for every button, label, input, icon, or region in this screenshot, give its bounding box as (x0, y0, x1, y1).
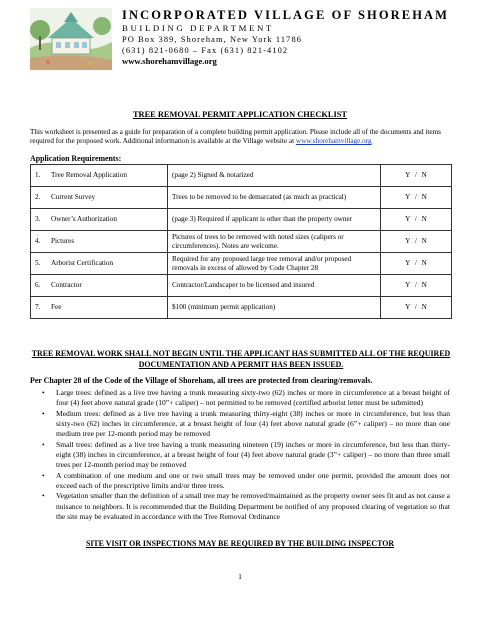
requirement-description: $100 (minimum permit application) (168, 297, 381, 319)
yes-no-checkbox[interactable]: Y / N (381, 231, 452, 253)
list-item-text: Vegetation smaller than the definition of a small tree may be removed/maintained as the property owner sees fit and as not cause a nuisance to neighbors. It is recommended that the Building Department be notified of any proposed clearing of vegetation so that the site may be evaluated in accordance with the Tree Removal Ordinance (56, 491, 450, 522)
bullet-icon: • (42, 408, 45, 418)
bullet-icon: • (42, 439, 45, 449)
requirement-item: Pictures (51, 237, 75, 246)
requirement-item: Arborist Certification (51, 259, 114, 268)
requirements-table (30, 164, 452, 319)
requirement-item-cell (31, 275, 168, 297)
requirements-heading: Application Requirements: (30, 154, 122, 163)
requirement-number: 2. (35, 193, 41, 202)
requirement-row (31, 275, 452, 297)
requirement-item: Contractor (51, 281, 82, 290)
requirement-row (31, 187, 452, 209)
yes-no-checkbox[interactable]: Y / N (381, 275, 452, 297)
list-item-text: Medium trees: defined as a live tree having a trunk measuring thirty-eight (38) inches or more in circumference, but less than sixty-two (62) inches in circumference, at a breast height of four (4) feet above natural grade (6”+ caliper) – no more than one medium tree per 12-month period may be removed (56, 408, 450, 439)
requirement-description: Pictures of trees to be removed with noted sizes (calipers or circumferences). Notes are welcome. (168, 231, 381, 253)
page-number: 1 (238, 572, 242, 581)
list-item-text: A combination of one medium and one or two small trees may be removed under one permit, provided the amount does not exceed each of the prescriptive limits and/or three trees. (56, 470, 450, 491)
requirement-description: Trees to be removed to be demarcated (as much as practical) (168, 187, 381, 209)
yes-no-checkbox[interactable]: Y / N (381, 253, 452, 275)
requirement-number: 1. (35, 171, 41, 180)
letterhead (122, 8, 467, 67)
requirement-description: Contractor/Landscaper to be licensed and insured (168, 275, 381, 297)
list-item (30, 440, 450, 471)
requirement-item-cell (31, 209, 168, 231)
village-hall-logo (30, 8, 112, 70)
bullet-icon: • (42, 388, 45, 397)
yes-no-checkbox[interactable]: Y / N (381, 165, 452, 187)
organization-name: INCORPORATED VILLAGE OF SHOREHAM (122, 8, 450, 22)
requirement-item: Tree Removal Application (51, 171, 127, 180)
intro-paragraph (30, 128, 450, 147)
intro-website-link[interactable]: www.shorehamvillage.org (295, 137, 372, 146)
requirement-description: (page 2) Signed & notarized (168, 165, 381, 187)
requirement-item: Owner’s Authorization (51, 215, 117, 224)
requirement-item: Fee (51, 303, 62, 312)
phone-fax: (631) 821-0680 – Fax (631) 821-4102 (122, 46, 289, 55)
requirement-number: 6. (35, 281, 41, 290)
yes-no-checkbox[interactable]: Y / N (381, 187, 452, 209)
yes-no-checkbox[interactable]: Y / N (381, 297, 452, 319)
page-title: TREE REMOVAL PERMIT APPLICATION CHECKLIST (132, 110, 348, 119)
bullet-icon: • (42, 470, 45, 480)
intro-text: This worksheet is presented as a guide for preparation of a complete building permit application. Please include all of the documents and items required for the proposed work. Additional information is available at the Village website at (30, 128, 441, 146)
list-item (30, 471, 450, 492)
requirement-row (31, 165, 452, 187)
requirement-row (31, 297, 452, 319)
requirement-item-cell (31, 297, 168, 319)
tree-definitions-list (30, 388, 450, 522)
department-name: BUILDING DEPARTMENT (122, 23, 274, 33)
list-item-text: Large trees: defined as a live tree having a trunk measuring sixty-two (62) inches or more in circumference at a breast height of four (4) feet above natural grade (10”+ caliper) – not permitted to be removed (certified arborist letter must be submitted) (56, 388, 450, 408)
requirement-item-cell (31, 165, 168, 187)
requirement-number: 3. (35, 215, 41, 224)
requirement-number: 7. (35, 303, 41, 312)
list-item (30, 388, 450, 409)
requirement-row (31, 253, 452, 275)
requirement-item-cell (31, 253, 168, 275)
site-visit-notice: SITE VISIT OR INSPECTIONS MAY BE REQUIRED BY THE BUILDING INSPECTOR (85, 539, 395, 548)
bullet-icon: • (42, 491, 45, 501)
yes-no-checkbox[interactable]: Y / N (381, 209, 452, 231)
requirement-item-cell (31, 231, 168, 253)
list-item (30, 491, 450, 522)
requirement-description: (page 3) Required if applicant is other than the property owner (168, 209, 381, 231)
list-item (30, 409, 450, 440)
requirement-row (31, 231, 452, 253)
requirement-number: 4. (35, 237, 41, 246)
list-item-text: Small trees: defined as a live tree having a trunk measuring nineteen (19) inches or more in circumference, but less than thirty-eight (38) inches in circumference, at a breast height of four (4) feet above natural grade (3”+ caliper) – no more than three small trees per 12-month period may be removed (56, 439, 450, 470)
website-link[interactable]: www.shorehamvillage.org (122, 56, 217, 66)
chapter-heading: Per Chapter 28 of the Code of the Village of Shoreham, all trees are protected from clearing/removals. (30, 376, 373, 385)
mailing-address: PO Box 389, Shoreham, New York 11786 (122, 35, 303, 44)
warning-notice: TREE REMOVAL WORK SHALL NOT BEGIN UNTIL THE APPLICANT HAS SUBMITTED ALL OF THE REQUIRED DOCUMENTATION AND A PERMIT HAS BEEN ISSUED. (31, 349, 451, 369)
requirement-description: Required for any proposed large tree removal and/or proposed removals in excess of allowed by Code Chapter 28 (168, 253, 381, 275)
requirement-item-cell (31, 187, 168, 209)
requirement-item: Current Survey (51, 193, 96, 202)
requirement-row (31, 209, 452, 231)
requirement-number: 5. (35, 259, 41, 268)
